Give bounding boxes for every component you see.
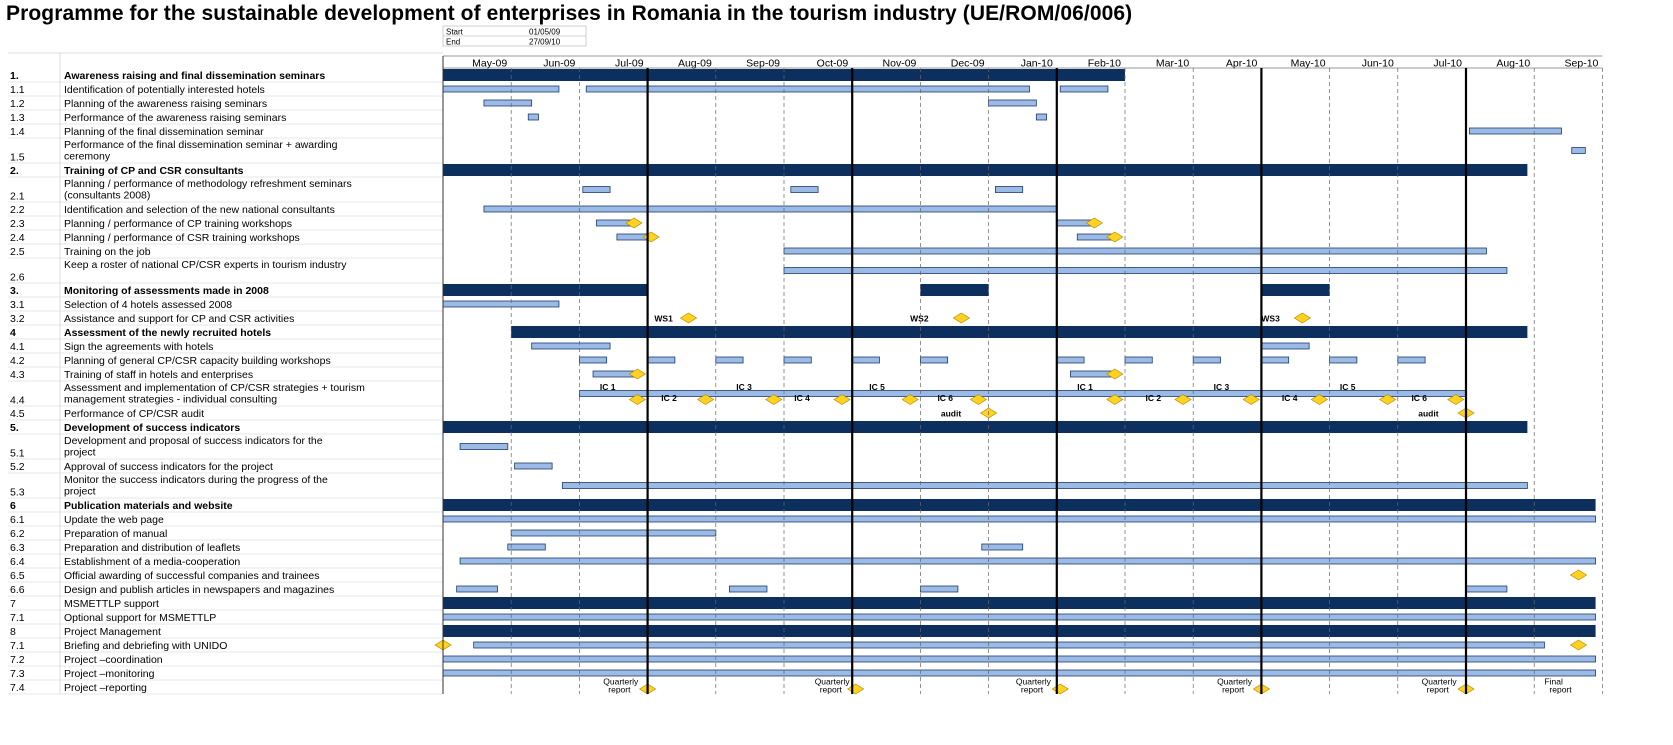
milestone-note: IC 6 bbox=[1411, 393, 1428, 403]
section-band bbox=[443, 284, 648, 296]
row-id: 6.2 bbox=[10, 528, 25, 540]
task-bar bbox=[1193, 357, 1220, 363]
month-label: Aug-10 bbox=[1496, 57, 1531, 70]
task-bar bbox=[982, 544, 1023, 550]
month-label: Apr-10 bbox=[1225, 57, 1258, 70]
milestone-note: IC 2 bbox=[661, 393, 677, 403]
month-label: Jan-10 bbox=[1020, 57, 1053, 70]
row-label: Performance of the awareness raising seminars bbox=[64, 112, 287, 124]
task-bar bbox=[1057, 357, 1084, 363]
milestone-note: WS2 bbox=[910, 313, 929, 324]
row-label: Planning of the awareness raising seminars bbox=[64, 98, 268, 110]
month-label: Nov-09 bbox=[882, 57, 917, 70]
row-label: Establishment of a media-cooperation bbox=[64, 556, 241, 568]
milestone-note: IC 3 bbox=[1213, 382, 1230, 392]
row-label: Keep a roster of national CP/CSR experts in tourism industry bbox=[64, 259, 347, 271]
row-id: 2.5 bbox=[10, 246, 25, 258]
task-bar bbox=[583, 187, 610, 193]
task-bar bbox=[443, 614, 1596, 620]
row-label: Publication materials and website bbox=[64, 500, 233, 512]
milestone-note: IC 5 bbox=[1339, 382, 1356, 392]
row-label: Briefing and debriefing with UNIDO bbox=[64, 640, 228, 652]
milestone-note: Quarterly report bbox=[1015, 676, 1051, 695]
row-label: Development and proposal of success indicators for the project bbox=[64, 435, 323, 459]
task-bar bbox=[474, 642, 1545, 648]
row-label: Planning / performance of CSR training workshops bbox=[64, 232, 300, 244]
row-label: Project –coordination bbox=[64, 654, 163, 666]
milestone-note: Quarterly report bbox=[603, 676, 639, 695]
task-bar bbox=[443, 301, 559, 307]
task-bar bbox=[920, 357, 947, 363]
row-label: Development of success indicators bbox=[64, 422, 241, 434]
milestone-diamond bbox=[1571, 640, 1587, 650]
row-label: Planning / performance of CP training workshops bbox=[64, 218, 293, 230]
task-bar bbox=[508, 544, 546, 550]
section-band bbox=[920, 284, 988, 296]
task-bar bbox=[593, 371, 634, 377]
row-id: 4.5 bbox=[10, 408, 25, 420]
task-bar bbox=[1572, 148, 1586, 154]
task-bar bbox=[852, 357, 879, 363]
row-id: 7.3 bbox=[10, 668, 25, 680]
row-label: Awareness raising and final dissemination seminars bbox=[64, 70, 326, 82]
milestone-diamond bbox=[1052, 684, 1068, 694]
task-bar bbox=[1125, 357, 1152, 363]
milestone-note: Final report bbox=[1544, 676, 1572, 695]
row-label: Training on the job bbox=[64, 246, 151, 258]
row-id: 5.1 bbox=[10, 447, 25, 460]
milestone-note: IC 1 bbox=[599, 382, 616, 392]
task-bar bbox=[716, 357, 743, 363]
row-label: Planning of the final dissemination seminar bbox=[64, 126, 264, 138]
task-bar bbox=[1261, 343, 1309, 349]
milestone-diamond bbox=[1086, 218, 1102, 228]
row-id: 5.3 bbox=[10, 486, 25, 499]
month-label: Feb-10 bbox=[1087, 57, 1121, 70]
row-label: Update the web page bbox=[64, 514, 164, 526]
row-label: Assessment of the newly recruited hotels bbox=[64, 327, 272, 339]
milestone-note: IC 2 bbox=[1145, 393, 1162, 403]
milestone-note: IC 5 bbox=[869, 382, 885, 392]
row-label: Planning / performance of methodology refreshment seminars (consultants 2008) bbox=[64, 178, 352, 202]
milestone-diamond bbox=[953, 313, 969, 323]
row-id: 6.1 bbox=[10, 514, 25, 526]
task-bar bbox=[995, 187, 1022, 193]
month-label: Jun-10 bbox=[1361, 57, 1394, 70]
end-label: End bbox=[446, 37, 461, 47]
milestone-note: IC 3 bbox=[736, 382, 752, 392]
row-label: Assistance and support for CP and CSR activities bbox=[64, 313, 295, 325]
row-label: Monitor the success indicators during the progress of the project bbox=[64, 474, 328, 498]
task-bar bbox=[1036, 114, 1046, 120]
month-label: May-09 bbox=[472, 57, 508, 70]
row-id: 5.2 bbox=[10, 461, 25, 473]
task-bar bbox=[511, 530, 716, 536]
task-bar bbox=[460, 558, 1596, 564]
month-label: Jul-10 bbox=[1433, 57, 1462, 70]
milestone-note: IC 1 bbox=[1077, 382, 1093, 392]
milestone-diamond bbox=[681, 313, 697, 323]
task-bar bbox=[1398, 357, 1425, 363]
row-id: 2.6 bbox=[10, 271, 25, 284]
row-id: 5. bbox=[10, 422, 19, 434]
end-value: 27/09/10 bbox=[529, 37, 561, 47]
row-id: 4.3 bbox=[10, 369, 25, 381]
row-id: 3.2 bbox=[10, 313, 25, 325]
row-label: Performance of the final dissemination seminar + awarding ceremony bbox=[64, 139, 338, 163]
milestone-note: WS3 bbox=[1261, 313, 1280, 324]
row-label: Optional support for MSMETTLP bbox=[64, 612, 217, 624]
task-bar bbox=[579, 357, 606, 363]
task-bar bbox=[443, 670, 1596, 676]
milestone-note: WS1 bbox=[654, 313, 673, 324]
milestone-diamond bbox=[1294, 313, 1310, 323]
row-id: 4.4 bbox=[10, 394, 25, 407]
task-bar bbox=[784, 268, 1507, 274]
start-label: Start bbox=[446, 27, 463, 37]
milestone-note: audit bbox=[1418, 408, 1439, 419]
row-label: Planning of general CP/CSR capacity building workshops bbox=[64, 355, 331, 367]
row-id: 1.5 bbox=[10, 151, 25, 164]
task-bar bbox=[1469, 128, 1561, 134]
task-bar bbox=[528, 114, 538, 120]
row-id: 1.2 bbox=[10, 98, 25, 110]
row-label: MSMETTLP support bbox=[64, 598, 159, 610]
month-label: Jul-09 bbox=[614, 57, 644, 70]
row-id: 2.3 bbox=[10, 218, 25, 230]
section-band bbox=[443, 421, 1527, 433]
month-label: Mar-10 bbox=[1155, 57, 1190, 70]
task-bar bbox=[443, 516, 1596, 522]
row-id: 6.4 bbox=[10, 556, 25, 568]
row-id: 7.4 bbox=[10, 682, 25, 694]
row-id: 7 bbox=[10, 598, 16, 610]
task-bar bbox=[443, 86, 559, 92]
month-label: Jun-09 bbox=[543, 57, 576, 70]
row-label: Assessment and implementation of CP/CSR strategies + tourism management strategies - individual consulting bbox=[64, 382, 365, 406]
milestone-diamond bbox=[1107, 369, 1123, 379]
row-label: Project –monitoring bbox=[64, 668, 155, 680]
task-bar bbox=[484, 100, 532, 106]
row-label: Preparation and distribution of leaflets bbox=[64, 542, 241, 554]
task-bar bbox=[791, 187, 818, 193]
milestone-note: Quarterly report bbox=[1421, 676, 1457, 695]
row-id: 2.1 bbox=[10, 190, 25, 203]
month-label: Dec-09 bbox=[950, 57, 985, 70]
milestone-diamond bbox=[626, 218, 642, 228]
milestone-note: Quarterly report bbox=[1217, 676, 1253, 695]
task-bar bbox=[515, 463, 553, 469]
section-band bbox=[1261, 284, 1329, 296]
row-label: Approval of success indicators for the project bbox=[64, 461, 273, 473]
row-id: 2.4 bbox=[10, 232, 25, 244]
task-bar bbox=[784, 357, 811, 363]
task-bar bbox=[586, 86, 1029, 92]
row-label: Preparation of manual bbox=[64, 528, 168, 540]
row-id: 7.1 bbox=[10, 640, 25, 652]
task-bar bbox=[729, 586, 767, 592]
task-bar bbox=[648, 357, 675, 363]
start-value: 01/05/09 bbox=[529, 27, 561, 37]
task-bar bbox=[1070, 371, 1111, 377]
row-id: 6.6 bbox=[10, 584, 25, 596]
task-bar bbox=[920, 586, 958, 592]
row-label: Training of CP and CSR consultants bbox=[64, 165, 244, 177]
chart-title: Programme for the sustainable development of enterprises in Romania in the tourism industry (UE/ROM/06/006) bbox=[6, 2, 1133, 25]
section-band bbox=[443, 164, 1527, 176]
task-bar bbox=[1261, 357, 1288, 363]
milestone-diamond bbox=[1107, 232, 1123, 242]
row-id: 1.1 bbox=[10, 84, 25, 96]
task-bar bbox=[460, 444, 508, 450]
row-label: Monitoring of assessments made in 2008 bbox=[64, 285, 269, 297]
section-band bbox=[443, 625, 1596, 637]
row-id: 7.1 bbox=[10, 612, 25, 624]
row-id: 1.4 bbox=[10, 126, 25, 138]
month-label: Oct-09 bbox=[816, 57, 849, 70]
month-label: Sep-09 bbox=[746, 57, 780, 70]
task-bar bbox=[1330, 357, 1357, 363]
row-id: 4 bbox=[10, 327, 16, 339]
task-bar bbox=[784, 248, 1486, 254]
task-bar bbox=[484, 206, 1057, 212]
row-id: 2. bbox=[10, 165, 19, 177]
task-bar bbox=[443, 656, 1596, 662]
row-label: Identification and selection of the new national consultants bbox=[64, 204, 335, 216]
month-label: Aug-09 bbox=[677, 57, 712, 70]
milestone-diamond bbox=[1571, 570, 1587, 580]
milestone-note: audit bbox=[940, 408, 962, 419]
task-bar bbox=[989, 100, 1037, 106]
row-id: 6 bbox=[10, 500, 16, 512]
row-label: Training of staff in hotels and enterprises bbox=[64, 369, 254, 381]
milestone-note: IC 6 bbox=[937, 393, 954, 403]
row-id: 6.3 bbox=[10, 542, 25, 554]
section-band bbox=[443, 499, 1596, 511]
task-bar bbox=[532, 343, 610, 349]
task-bar bbox=[1466, 586, 1507, 592]
row-id: 8 bbox=[10, 626, 16, 638]
task-bar bbox=[1060, 86, 1108, 92]
row-label: Identification of potentially interested hotels bbox=[64, 84, 265, 96]
row-id: 4.2 bbox=[10, 355, 25, 367]
task-bar bbox=[579, 391, 1466, 397]
row-id: 3. bbox=[10, 285, 19, 297]
task-bar bbox=[457, 586, 498, 592]
section-band bbox=[443, 597, 1596, 609]
row-id: 6.5 bbox=[10, 570, 25, 582]
milestone-note: IC 4 bbox=[794, 393, 810, 403]
row-id: 3.1 bbox=[10, 299, 25, 311]
section-band bbox=[511, 326, 1527, 338]
milestone-diamond bbox=[629, 369, 645, 379]
milestone-diamond bbox=[643, 232, 659, 242]
month-label: May-10 bbox=[1290, 57, 1326, 70]
milestone-diamond bbox=[848, 684, 864, 694]
row-label: Project Management bbox=[64, 626, 161, 638]
task-bar bbox=[562, 483, 1527, 489]
row-label: Sign the agreements with hotels bbox=[64, 341, 214, 353]
row-label: Project –reporting bbox=[64, 682, 147, 694]
row-id: 1. bbox=[10, 70, 19, 82]
row-label: Selection of 4 hotels assessed 2008 bbox=[64, 299, 233, 311]
row-label: Performance of CP/CSR audit bbox=[64, 408, 205, 420]
row-id: 7.2 bbox=[10, 654, 25, 666]
row-label: Design and publish articles in newspapers and magazines bbox=[64, 584, 335, 596]
milestone-note: Quarterly report bbox=[814, 676, 850, 695]
row-id: 2.2 bbox=[10, 204, 25, 216]
row-label: Official awarding of successful companies and trainees bbox=[64, 570, 320, 582]
row-id: 4.1 bbox=[10, 341, 25, 353]
month-label: Sep-10 bbox=[1564, 57, 1599, 70]
row-id: 1.3 bbox=[10, 112, 25, 124]
milestone-note: IC 4 bbox=[1281, 393, 1298, 403]
